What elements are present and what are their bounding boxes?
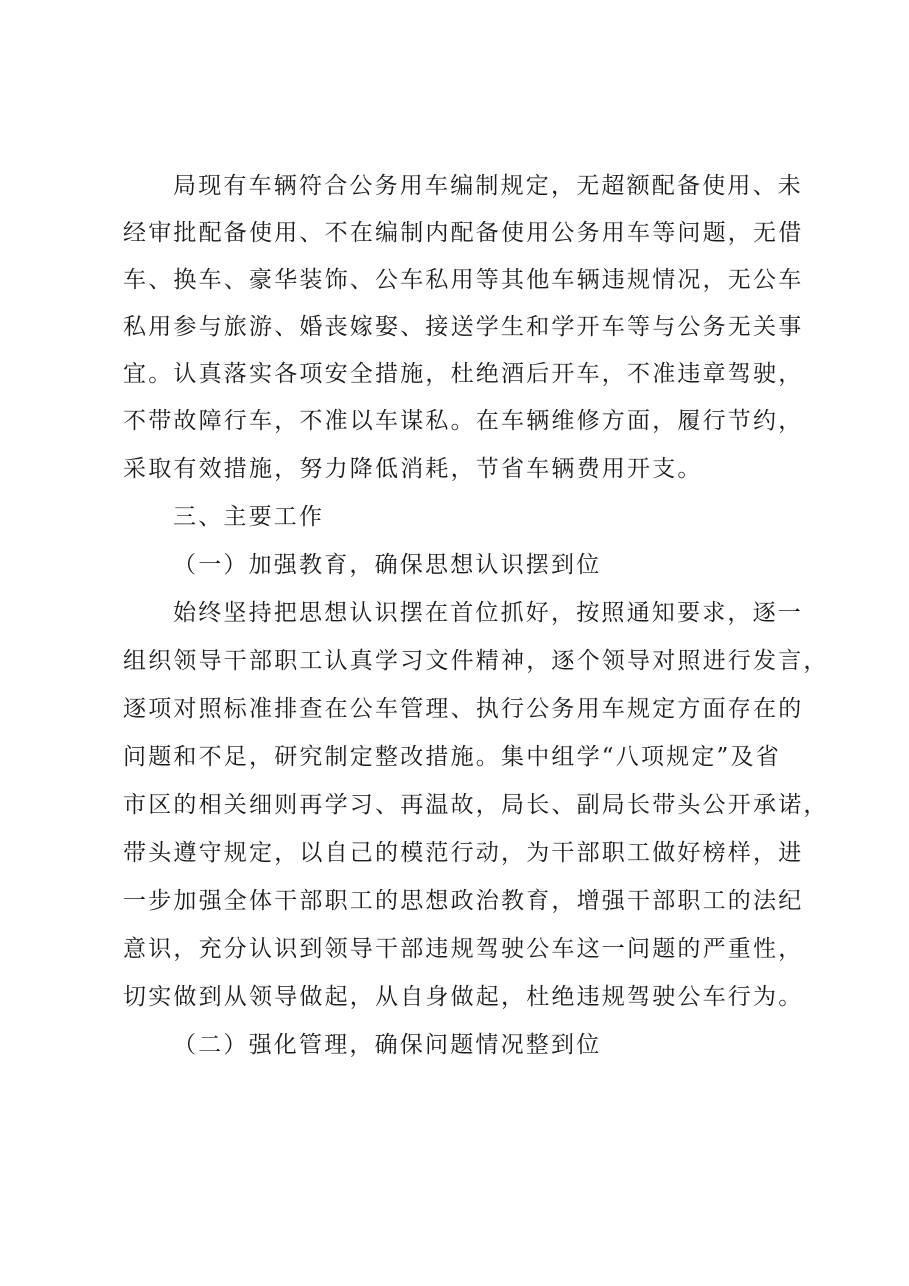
paragraph-line: 带头遵守规定，以自己的模范行动，为干部职工做好榜样，进 — [123, 840, 804, 866]
paragraph-line: 组织领导干部职工认真学习文件精神，逐个领导对照进行发言， — [123, 648, 829, 674]
paragraph-line: 宜。认真落实各项安全措施，杜绝酒后开车，不准违章驾驶， — [123, 361, 804, 387]
paragraph-line: 意识，充分认识到领导干部违规驾驶公车这一问题的严重性， — [123, 936, 804, 962]
paragraph-line: 不带故障行车，不准以车谋私。在车辆维修方面，履行节约， — [123, 408, 804, 434]
subsection-heading: （二）强化管理，确保问题情况整到位 — [173, 1032, 602, 1058]
paragraph-line: 局现有车辆符合公务用车编制规定，无超额配备使用、未 — [173, 173, 803, 199]
paragraph-line: 一步加强全体干部职工的思想政治教育，增强干部职工的法纪 — [123, 888, 804, 914]
paragraph-line: 经审批配备使用、不在编制内配备使用公务用车等问题，无借 — [123, 220, 804, 246]
paragraph-line: 逐项对照标准排查在公车管理、执行公务用车规定方面存在的 — [123, 696, 804, 722]
paragraph-line: 切实做到从领导做起，从自身做起，杜绝违规驾驶公车行为。 — [123, 984, 804, 1010]
subsection-heading: （一）加强教育，确保思想认识摆到位 — [173, 552, 602, 578]
paragraph-line: 私用参与旅游、婚丧嫁娶、接送学生和学开车等与公务无关事 — [123, 314, 804, 340]
paragraph-line: 始终坚持把思想认识摆在首位抓好，按照通知要求，逐一 — [173, 600, 803, 626]
paragraph-line: 问题和不足，研究制定整改措施。集中组学“八项规定”及省 — [123, 744, 781, 770]
paragraph-line: 市区的相关细则再学习、再温故，局长、副局长带头公开承诺， — [123, 792, 829, 818]
paragraph-line: 采取有效措施，努力降低消耗，节省车辆费用开支。 — [123, 456, 703, 482]
section-heading: 三、主要工作 — [173, 504, 325, 530]
paragraph-line: 车、换车、豪华装饰、公车私用等其他车辆违规情况，无公车 — [123, 267, 804, 293]
